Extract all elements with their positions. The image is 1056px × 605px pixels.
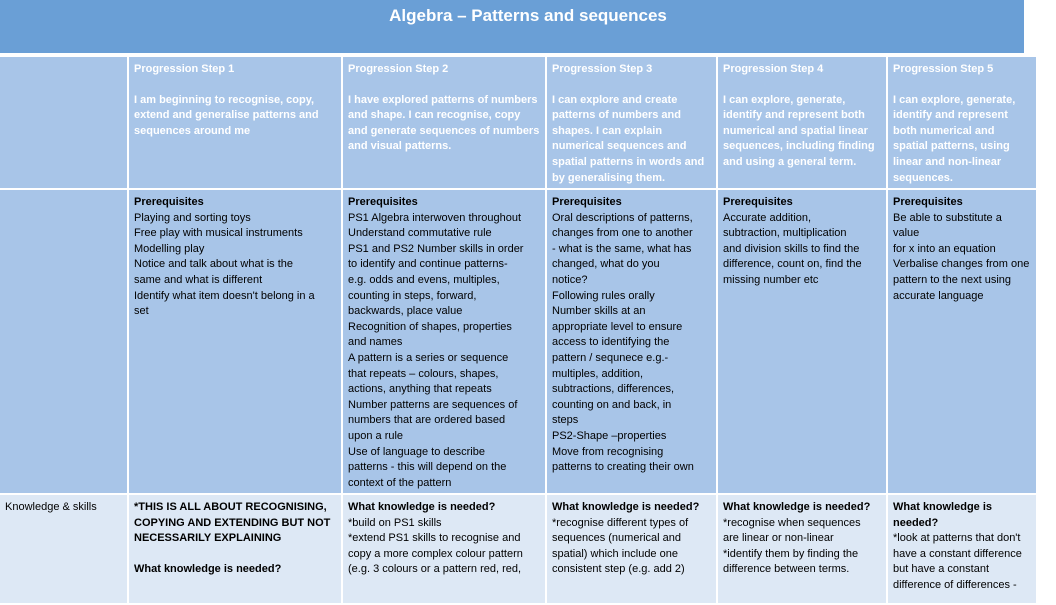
prerequisite-line: Modelling play <box>134 242 205 255</box>
skills-line: are linear or non-linear <box>723 532 834 545</box>
prerequisite-line: missing number etc <box>723 273 819 286</box>
skills-cell-2 <box>343 495 547 605</box>
prerequisite-line: counting on and back, in <box>552 398 672 411</box>
prerequisite-line: Move from recognising <box>552 445 664 458</box>
prerequisite-line: set <box>134 305 149 318</box>
skills-row <box>0 495 1038 605</box>
skills-line: consistent step (e.g. add 2) <box>552 563 685 576</box>
prerequisite-line: changed, what do you <box>552 258 660 271</box>
prerequisite-line: and division skills to find the <box>723 242 860 255</box>
skills-cell-5 <box>888 495 1038 605</box>
step-title: Progression Step 4 <box>723 63 824 75</box>
skills-note-line: *THIS IS ALL ABOUT RECOGNISING, <box>134 501 327 513</box>
prerequisite-line: subtraction, multiplication <box>723 227 847 240</box>
skills-line: *recognise different types of <box>552 516 689 529</box>
skills-line: *build on PS1 skills <box>348 516 442 529</box>
step-header-4 <box>718 57 888 190</box>
skills-line: (e.g. 3 colours or a pattern red, red, <box>348 563 522 576</box>
prerequisite-line: pattern to the next using <box>893 273 1012 286</box>
prerequisite-line: to identify and continue patterns- <box>348 258 508 271</box>
prerequisite-line: Verbalise changes from one <box>893 258 1030 271</box>
skills-line: spatial) which include one <box>552 547 678 560</box>
prerequisite-line: Playing and sorting toys <box>134 211 251 224</box>
prerequisite-line: backwards, place value <box>348 305 463 318</box>
prerequisite-line: Identify what item doesn't belong in a <box>134 289 315 302</box>
prerequisites-cell-3 <box>547 190 718 495</box>
prerequisite-line: Use of language to describe <box>348 445 485 458</box>
skills-heading: What knowledge is needed? <box>134 563 282 576</box>
prerequisite-line: PS2-Shape –properties <box>552 429 667 442</box>
prerequisites-cell-5 <box>888 190 1038 495</box>
prerequisite-line: Recognition of shapes, properties <box>348 320 512 333</box>
skills-line: *identify them by finding the <box>723 547 859 560</box>
skills-line: sequences (numerical and <box>552 532 682 545</box>
prerequisites-heading: Prerequisites <box>723 196 793 208</box>
step-title: Progression Step 3 <box>552 63 653 75</box>
prerequisite-line: appropriate level to ensure <box>552 320 683 333</box>
prerequisites-cell-4 <box>718 190 888 495</box>
row-label-empty <box>0 190 129 495</box>
step-statement: I have explored patterns of numbers and shape. I can recognise, copy and generate sequences of numbers and visual patterns. <box>348 93 540 153</box>
row-label-knowledge-skills: Knowledge & skills <box>0 495 129 605</box>
prerequisite-line: upon a rule <box>348 429 404 442</box>
skills-note-line: COPYING AND EXTENDING BUT NOT <box>134 516 331 529</box>
prerequisite-line: patterns to creating their own <box>552 461 694 474</box>
step-title: Progression Step 2 <box>348 63 449 75</box>
prerequisite-line: PS1 Algebra interwoven throughout <box>348 211 522 224</box>
prerequisite-line: counting in steps, forward, <box>348 289 477 302</box>
row-label-empty <box>0 57 129 190</box>
prerequisite-line: Be able to substitute a value <box>893 211 1002 240</box>
prerequisite-line: Understand commutative rule <box>348 227 492 240</box>
prerequisite-line: Oral descriptions of patterns, <box>552 211 693 224</box>
prerequisites-heading: Prerequisites <box>893 196 963 208</box>
skills-note-line: NECESSARILY EXPLAINING <box>134 532 282 545</box>
step-statement: I can explore, generate, identify and represent both numerical and spatial linear sequences, including finding and using a general term. <box>723 93 875 168</box>
prerequisite-line: same and what is different <box>134 273 263 286</box>
prerequisite-line: subtractions, differences, <box>552 383 675 396</box>
skills-heading: What knowledge is needed? <box>723 501 871 513</box>
prerequisite-line: pattern / sequnece e.g.- <box>552 351 669 364</box>
prerequisite-line: actions, anything that repeats <box>348 383 492 396</box>
prerequisite-line: Number skills at an <box>552 305 646 318</box>
step-statement: I can explore and create patterns of numbers and shapes. I can explain numerical sequences and spatial patterns in words and by generalising them. <box>552 93 705 184</box>
prerequisite-line: notice? <box>552 273 588 286</box>
skills-cell-3 <box>547 495 718 605</box>
prerequisite-line: e.g. odds and evens, multiples, <box>348 273 500 286</box>
step-title: Progression Step 1 <box>134 63 235 75</box>
skills-cell-1 <box>129 495 343 605</box>
step-header-1 <box>129 57 343 190</box>
prerequisite-line: Notice and talk about what is the <box>134 258 293 271</box>
step-statement: I can explore, generate, identify and represent both numerical and spatial patterns, using linear and non-linear sequences. <box>893 93 1016 184</box>
skills-line: difference of differences - <box>893 578 1017 591</box>
prerequisites-heading: Prerequisites <box>134 196 204 208</box>
prerequisites-heading: Prerequisites <box>552 196 622 208</box>
prerequisite-line: patterns - this will depend on the <box>348 461 507 474</box>
prerequisite-line: changes from one to another <box>552 227 693 240</box>
prerequisites-cell-1 <box>129 190 343 495</box>
prerequisite-line: PS1 and PS2 Number skills in order <box>348 242 524 255</box>
skills-heading: What knowledge is needed? <box>552 501 700 513</box>
prerequisite-line: Free play with musical instruments <box>134 227 303 240</box>
prerequisite-line: difference, count on, find the <box>723 258 862 271</box>
page-title: Algebra – Patterns and sequences <box>389 6 667 25</box>
skills-line: copy a more complex colour pattern <box>348 547 523 560</box>
prerequisite-line: Number patterns are sequences of <box>348 398 518 411</box>
step-header-2 <box>343 57 547 190</box>
prerequisite-line: for x into an equation <box>893 242 996 255</box>
skills-heading: What knowledge is needed? <box>348 501 496 513</box>
prerequisite-line: accurate language <box>893 289 984 302</box>
prerequisites-cell-2 <box>343 190 547 495</box>
step-statement: I am beginning to recognise, copy, extend and generalise patterns and sequences around me <box>134 93 319 137</box>
step-header-3 <box>547 57 718 190</box>
skills-cell-4 <box>718 495 888 605</box>
prerequisite-line: steps <box>552 414 579 427</box>
skills-heading: What knowledge is needed? <box>893 501 993 529</box>
prerequisite-line: A pattern is a series or sequence <box>348 351 509 364</box>
prerequisite-line: that repeats – colours, shapes, <box>348 367 499 380</box>
prerequisite-line: access to identifying the <box>552 336 670 349</box>
spacer <box>134 547 336 563</box>
prerequisite-line: Following rules orally <box>552 289 655 302</box>
skills-line: *extend PS1 skills to recognise and <box>348 532 521 545</box>
step-header-5 <box>888 57 1038 190</box>
skills-line: *look at patterns that don't <box>893 532 1021 545</box>
skills-line: but have a constant <box>893 563 990 576</box>
skills-line: *recognise when sequences <box>723 516 861 529</box>
skills-line: difference between terms. <box>723 563 850 576</box>
prerequisite-line: multiples, addition, <box>552 367 644 380</box>
prerequisite-line: Accurate addition, <box>723 211 812 224</box>
prerequisite-line: and names <box>348 336 403 349</box>
title-banner <box>0 0 1024 55</box>
prerequisite-line: numbers that are ordered based <box>348 414 506 427</box>
skills-line: have a constant difference <box>893 547 1022 560</box>
prerequisites-heading: Prerequisites <box>348 196 418 208</box>
step-title: Progression Step 5 <box>893 63 994 75</box>
prerequisite-line: - what is the same, what has <box>552 242 692 255</box>
prerequisite-line: context of the pattern <box>348 476 452 489</box>
